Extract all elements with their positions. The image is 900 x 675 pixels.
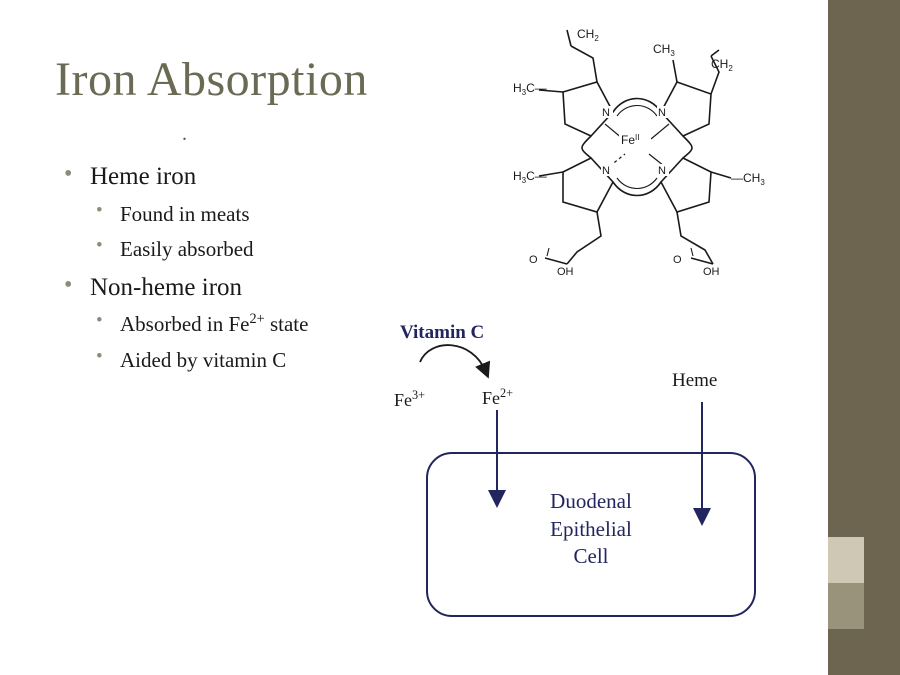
label-ch3-lowerright: $—CH_3$: [731, 171, 765, 187]
label-oh-left: OH: [557, 266, 574, 278]
fe3-superscript: 3+: [412, 388, 426, 402]
band-mid-block: [828, 583, 864, 629]
fe2-label: [482, 386, 513, 409]
label-n-lower-right: N: [658, 165, 666, 177]
decorative-side-band: [828, 0, 900, 675]
label-n-upper-right: N: [658, 107, 666, 119]
fe3-text: Fe: [394, 390, 412, 410]
heme-label: Heme: [672, 370, 718, 391]
fe2-prefix: Absorbed in Fe: [120, 312, 250, 337]
list-item: • Aided by vitamin C: [58, 346, 438, 375]
fe2-superscript: 2+: [500, 386, 514, 400]
vitamin-c-label: Vitamin C: [400, 322, 485, 343]
label-n-upper-left: N: [602, 107, 610, 119]
fe3-label: [394, 388, 425, 411]
fe2-text: Fe: [482, 388, 500, 408]
duodenal-cell-label: [426, 488, 756, 571]
list-item: • Heme iron: [58, 160, 438, 194]
label-h3c-upper: $H_3C—$: [513, 81, 547, 97]
fe2-suffix: state: [264, 312, 309, 337]
cell-line-1: Duodenal: [550, 489, 632, 513]
heme-molecule-diagram: [505, 20, 765, 285]
label-ch2-top: $CH_2$: [577, 27, 599, 43]
list-item: • Found in meats: [58, 200, 438, 229]
label-fe-center: $Fe^{II}$: [621, 133, 640, 147]
label-ch2-right: $CH_2$: [711, 57, 733, 73]
label-n-lower-left: N: [602, 165, 610, 177]
cell-line-2: Epithelial: [550, 516, 632, 541]
absorption-flow-diagram: [380, 310, 800, 640]
list-item: • Non-heme iron: [58, 271, 438, 305]
fe2-superscript: 2+: [249, 311, 265, 328]
title-period-mark: .: [182, 123, 187, 145]
label-o-right: O: [673, 254, 682, 266]
band-light-block: [828, 537, 864, 583]
label-oh-right: OH: [703, 266, 720, 278]
label-h3c-lower: $H_3C—$: [513, 169, 547, 185]
label-o-left: O: [529, 254, 538, 266]
cell-line-3: Cell: [573, 544, 609, 569]
page-title: Iron Absorption: [55, 53, 368, 106]
label-ch3-topright: $CH_3$: [653, 42, 675, 58]
list-item: • Easily absorbed: [58, 235, 438, 264]
